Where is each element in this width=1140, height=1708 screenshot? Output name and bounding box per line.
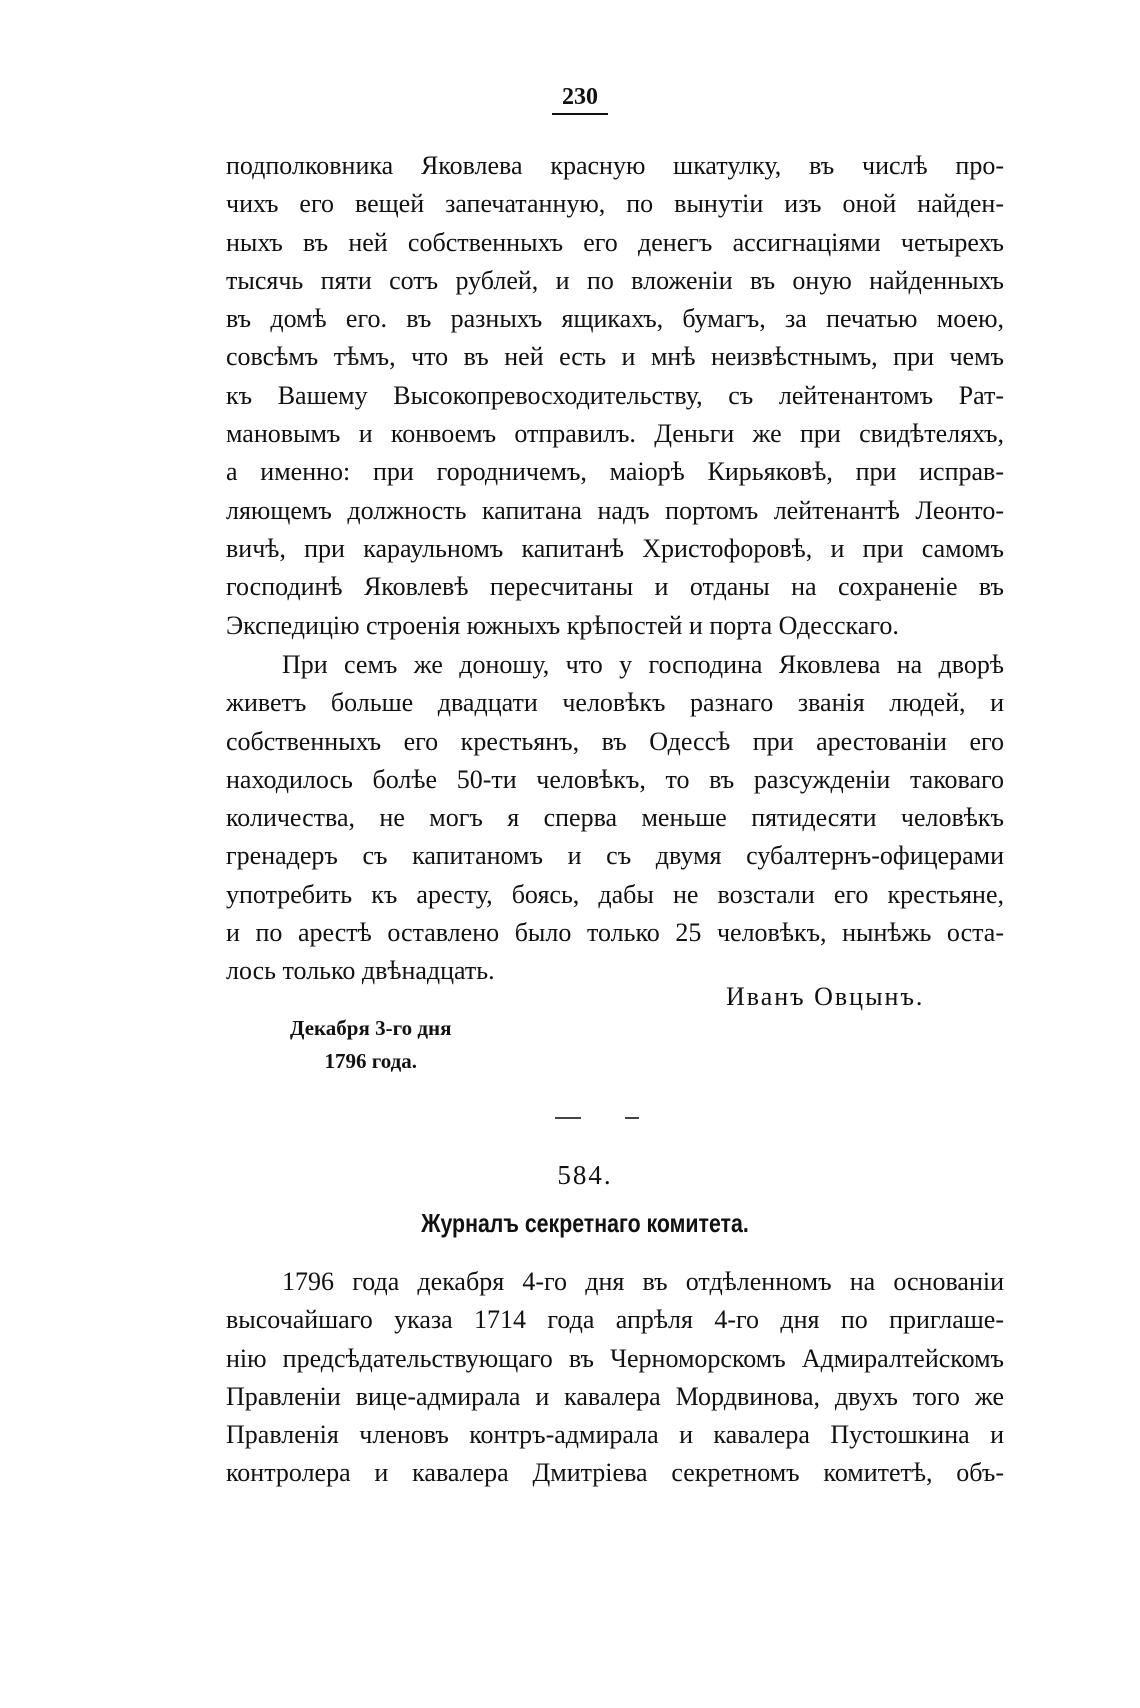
journal-paragraph (226, 1263, 1004, 1493)
text-line: собственныхъ его крестьянъ, въ Одессѣ при арестованіи его (226, 726, 1004, 756)
text-line: Правленіи вице-адмирала и кавалера Мордвинова, двухъ того же (226, 1381, 1004, 1411)
second-paragraph (226, 646, 1004, 991)
date-year: 1796 года. (324, 1049, 417, 1073)
continuation-paragraph (226, 147, 1004, 645)
text-line: ляющемъ должность капитана надъ портомъ лейтенантѣ Леонто- (226, 495, 1004, 525)
text-line: количества, не могъ я сперва меньше пятидесяти человѣкъ (226, 803, 1004, 833)
signature: Иванъ Овцынъ. (726, 982, 925, 1011)
text-line: мановымъ и конвоемъ отправилъ. Деньги же при свидѣтеляхъ, (226, 419, 1004, 449)
text-line: и по арестѣ оставлено было только 25 человѣкъ, нынѣжь оста- (226, 918, 1004, 948)
text-line: При семъ же доношу, что у господина Яковлева на дворѣ (282, 650, 1004, 679)
text-line: тысячь пяти сотъ рублей, и по вложеніи въ оную найденныхъ (226, 265, 1004, 295)
text-line: а именно: при городничемъ, маіорѣ Кирьяковѣ, при исправ- (226, 457, 1004, 487)
text-line: Правленія членовъ контръ-адмирала и кавалера Пустошкина и (226, 1420, 1004, 1450)
document-title: Журналъ секретнаго комитета. (421, 1208, 749, 1238)
text-line: чихъ его вещей запечатанную, по вынутіи изъ оной найден- (226, 189, 1004, 219)
page-number: 230 (0, 84, 1140, 115)
text-line: подполковника Яковлева красную шкатулку, въ числѣ про- (226, 151, 1004, 180)
text-line: ныхъ въ ней собственныхъ его денегъ ассигнаціями четырехъ (226, 227, 1004, 257)
date-line: Декабря 3-го дня (290, 1016, 452, 1040)
text-line: господинѣ Яковлевѣ пересчитаны и отданы на сохраненіе въ (226, 572, 1004, 602)
text-line: лось только двѣнадцать. (226, 956, 495, 986)
text-line: употребить къ аресту, боясь, дабы не возстали его крестьяне, (226, 879, 1004, 909)
text-line: гренадеръ съ капитаномъ и съ двумя субалтернъ-офицерами (226, 841, 1004, 871)
text-line: совсѣмъ тѣмъ, что въ ней есть и мнѣ неизвѣстнымъ, при чемъ (226, 342, 1004, 372)
text-line: вичѣ, при караульномъ капитанѣ Христофоровѣ, и при самомъ (226, 533, 1004, 563)
text-line: къ Вашему Высокопревосходительству, съ лейтенантомъ Рат- (226, 380, 1004, 410)
document-number: 584. (557, 1160, 613, 1190)
separator-rule (555, 1117, 653, 1119)
text-line: живетъ больше двадцати человѣкъ разнаго званія людей, и (226, 688, 1004, 718)
text-line: Экспедицію строенія южныхъ крѣпостей и порта Одесскаго. (226, 610, 899, 640)
text-line: высочайшаго указа 1714 года апрѣля 4-го дня по приглаше- (226, 1305, 1004, 1335)
text-line: 1796 года декабря 4-го дня въ отдѣленномъ на основаніи (282, 1267, 1004, 1296)
text-line: находилось болѣе 50-ти человѣкъ, то въ разсужденіи таковаго (226, 764, 1004, 794)
date-block (290, 1012, 451, 1078)
text-line: въ домѣ его. въ разныхъ ящикахъ, бумагъ, за печатью моею, (226, 304, 1004, 334)
text-line: нію предсѣдательствующаго въ Черноморскомъ Адмиралтейскомъ (226, 1343, 1004, 1373)
text-line: контролера и кавалера Дмитріева секретномъ комитетѣ, объ- (226, 1458, 1004, 1488)
